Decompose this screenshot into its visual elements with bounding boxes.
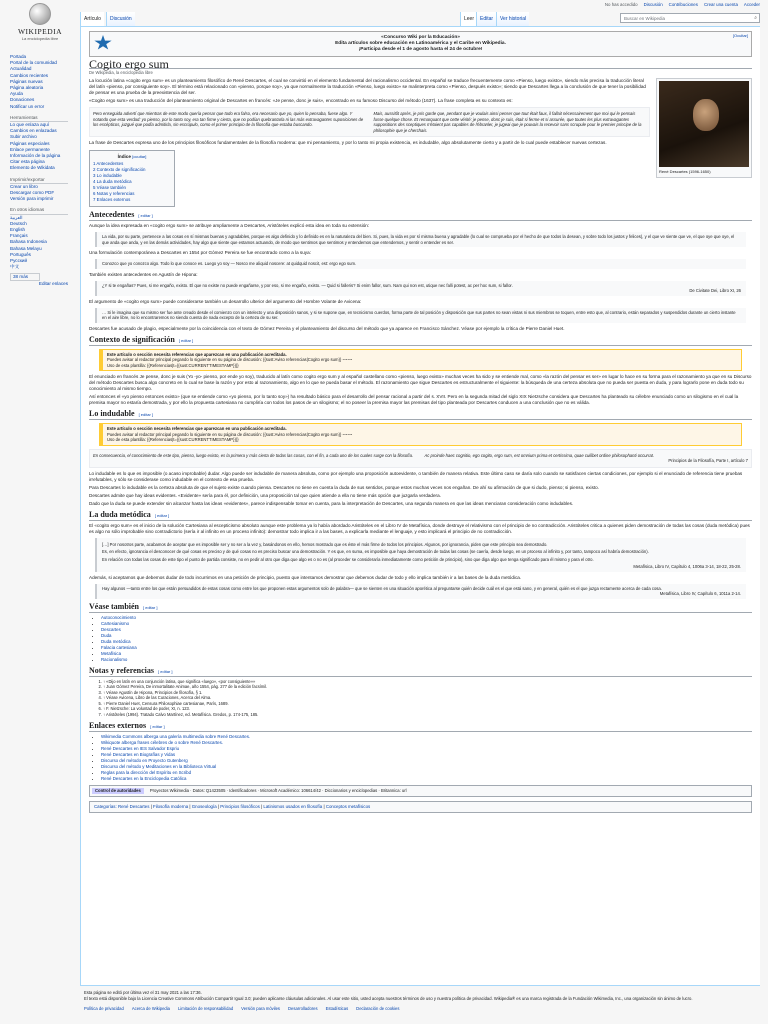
footer-link[interactable]: Desarrolladores — [288, 1006, 318, 1011]
see-also-link[interactable]: Descartes — [101, 626, 121, 632]
paragraph: Además, si aceptamos que debemos dudar de todo incurrimos en una petición de principio, puesto que intentamos demostrar que debemos dudar de todo y ello implica también ir a las bases de la duda metódica. — [89, 574, 522, 580]
language-link[interactable]: 中文 — [10, 264, 20, 270]
language-link[interactable]: Português — [10, 251, 31, 257]
sidebar-item[interactable]: Páginas especiales — [10, 140, 50, 146]
paragraph: También existen antecedentes en Agustín de Hipona: — [89, 271, 198, 277]
footer-link[interactable]: Acerca de Wikipedia — [131, 1006, 170, 1011]
section-heading — [89, 411, 752, 420]
globe-icon — [29, 3, 51, 25]
edit-section-link[interactable]: [ editar ] — [154, 512, 170, 518]
sidebar-item[interactable]: Actualidad — [10, 66, 32, 72]
paragraph: Lo indudable es lo que es imposible (o acaso improbable) dudar. Algo puede ser indudable de manera absoluta, como por ejemplo una proposición autoevidente, o también de manera relativa. Este último caso se daría solo cuando se satisfacen ciertas condiciones, por ejemplo si el enunciado de referencia tiene pruebas irrefutables, y sólo se considerase como indudable en el contexto de esa prueba. — [89, 470, 743, 482]
quote-citation: Metafísica, Libro IV, Capítulo 4, 1006a 3-14, 18-22, 25-28. — [633, 564, 741, 569]
edit-section-link[interactable]: [ editar ] — [150, 723, 165, 729]
language-link[interactable]: Français — [10, 233, 28, 239]
logo-tagline: La enciclopedia libre — [21, 36, 59, 41]
reference-item: 1. ↑ «Dijo en latín en una conjunción latina, que significa «luego», «por consiguiente»» — [103, 679, 752, 685]
sidebar-languages — [10, 215, 80, 287]
sidebar-item[interactable]: Portada — [10, 54, 27, 59]
section-title: La duda metódica — [89, 509, 151, 519]
footer-link[interactable]: Declaración de cookies — [356, 1006, 400, 1011]
reference-item: 4. ↑ Véase Avicena, Libro de las Curaciones, Acerca del Alma. — [103, 695, 752, 701]
quote-text: En relación con todas las cosas de este tipo el punto de partida consiste, no en pedir al otro que diga que algo es o no es (al proceder se consideraría inmediatamente como petición de principio), sino que diga algo que tenga significado para él mismo y para el otro. — [102, 556, 594, 562]
toc-item[interactable]: 5 Véase también — [93, 185, 126, 190]
edit-links-link[interactable]: Editar enlaces — [38, 280, 68, 286]
blockquote — [95, 281, 746, 296]
paragraph: El «cogito ergo sum» es el inicio de la solución Cartesiana al escepticismo absoluto aunque este problema ya lo había abordado Aristóteles en el Libro IV de Metafísica, donde destruye el relativismo con el principio de no contradicción. Aristóteles critica a quienes piden demostración de todas las cosas (duda metódica) pues es algo no sólo improbable sino contradictorio (sería ir al infinito en un proceso infinito): demostrar todo implica ir a las bases, a explicarla mediante el lenguaje, y esto implicará el principio de no contradicción. — [89, 522, 750, 534]
edit-section-link[interactable]: [ editar ] — [178, 337, 194, 343]
section-title: Antecedentes — [89, 210, 135, 219]
external-link[interactable]: Discurso del método en Proyecto Gutenberg — [101, 757, 188, 763]
table-of-contents — [89, 150, 175, 207]
see-also-link[interactable]: Falacia cartesiana — [101, 644, 137, 650]
toc-item[interactable]: 4 La duda metódica — [93, 179, 132, 184]
section-title: Véase también — [89, 601, 139, 611]
see-also-link[interactable]: Duda — [101, 632, 112, 638]
tab-article[interactable]: Artículo — [80, 12, 104, 26]
quote-text: Ac proinde haec cognitio, ego cogito, ergo sum, est omnium prima et certissima, quae cuilibet ordine philosophanti occurrat. — [424, 452, 655, 458]
blockquote: Conozco que yo conozco algo. Todo lo que conoce es. Luego yo soy — Nosco me aliquid noscere: at quidquid noscit, est: ergo ego sum. — [95, 259, 746, 269]
paragraph: Así entonces el «yo pienso entonces existo» (que se entiende como «yo pienso, por lo tanto soy») ha resultado básico para el desarrollo del pensar racional a partir del s. XVII. Pero en la segunda mitad del siglo XIX Nietzsche considera que Descartes ha planteado su célebre enunciado como un silogismo en el cual la premisa mayor no estaría demostrada, y por ello la propuesta cartesiana no cumpliría con todos los pasos de un silogismo; el no poseer la premisa mayor las premisas del tipo planteada por Descartes conducen a una conclusión que no es válida. — [89, 394, 739, 405]
sidebar-tools — [10, 122, 80, 172]
paragraph: El argumento de «cogito ergo sum» puede considerarse también un desarrollo ulterior del argumento del Hombre Volante de Avicena: — [89, 298, 362, 304]
see-also-link[interactable]: Autoconocimiento — [101, 614, 136, 620]
sidebar-item[interactable]: Elemento de Wikidata — [10, 165, 55, 171]
external-link[interactable]: Wikiquote alberga frases célebres de o sobre René Descartes. — [101, 739, 224, 745]
authority-text[interactable]: Proyectos Wikimedia · Datos: Q1423505 · Identificadores · Microsoft Académico: 106614/42 · Diccionarios y enciclopedias · Britannica: url — [149, 787, 407, 793]
language-link[interactable]: Bahasa Indonesia — [10, 239, 47, 245]
section-heading — [89, 212, 752, 221]
blockquote — [95, 538, 746, 572]
see-also-link[interactable]: Racionalismo — [101, 656, 128, 662]
tab-history[interactable]: Ver historial — [496, 12, 529, 26]
notice-usage: Uso de esta plantilla: {{Referencias|t={{sust:CURRENTTIMESTAMP}}}} — [107, 362, 239, 368]
quote-citation: Metafísica, Libro IV, Capítulo 6, 1011a 2-14. — [659, 591, 741, 596]
categories-label[interactable]: Categorías: — [94, 803, 117, 809]
sidebar-item[interactable]: Portal de la comunidad — [10, 60, 57, 66]
paragraph: Para Descartes lo indudable es la certeza absoluta de que el sujeto existe cuando piensa. Descartes no tiene en cuenta la duda de sus sentidos, porque estos muchas veces nos engañan. De ahí su afirmación de que si dudo, pienso; si pienso, existo. — [89, 484, 599, 490]
toc-title: Índice — [117, 154, 131, 159]
section-title: Enlaces externos — [89, 720, 147, 730]
sidebar-item[interactable]: Notificar un error — [10, 103, 45, 109]
more-languages-button[interactable]: 38 más — [10, 273, 40, 281]
reference-item: 5. ↑ Pierre Daniel Huet, Censura Philosophiae cartesianae, París, 1689. — [103, 701, 752, 707]
tab-discussion[interactable]: Discusión — [106, 12, 135, 26]
toc-item[interactable]: 7 Enlaces externos — [93, 197, 131, 202]
tab-edit[interactable]: Editar — [476, 12, 496, 26]
not-logged-in-status: No has accedido — [604, 2, 638, 7]
category-links: Categorías: René Descartes | Filosofía moderna | Gnoseología | Principios filosóficos | Latinismos usados en filosofía | Conceptos metafísicos — [89, 801, 752, 813]
search-placeholder: Buscar en Wikipedia — [624, 16, 666, 21]
footer-links — [84, 1006, 754, 1012]
footer-link[interactable]: Limitación de responsabilidad — [177, 1006, 234, 1011]
external-link[interactable]: René Descartes en la Enciclopedia Católica — [101, 775, 187, 781]
footer-link[interactable]: Política de privacidad — [84, 1006, 124, 1011]
language-link[interactable]: العربية — [10, 214, 23, 220]
license-text: El texto está disponible bajo la Licencia Creative Commons Atribución Compartir Igual 3.0; pueden aplicarse cláusulas adicionales. Al usar este sitio, usted acepta nuestros términos de uso y nuestra política de privacidad. Wikipedia® es una marca registrada de la Fundación Wikimedia, Inc., una organización sin ánimo de lucro. — [84, 996, 693, 1001]
notice-text: Puedes avisar al redactor principal pegando lo siguiente en su página de discusión: {{sust:Aviso referencias|Cogito ergo sum}} ~~~~ — [107, 431, 353, 437]
talk-link[interactable]: Discusión — [643, 2, 663, 7]
external-link[interactable]: Reglas para la dirección del Espíritu en Scribd — [101, 769, 192, 775]
section-title: Notas y referencias — [89, 665, 155, 675]
see-also-list — [101, 615, 752, 663]
footer-link[interactable]: Versión para móviles — [241, 1006, 281, 1011]
portrait-thumbnail[interactable] — [656, 78, 752, 178]
banner-dates: ¡Participa desde el 1 de agosto hasta el 24 de octubre! — [358, 47, 483, 52]
sidebar-item[interactable]: Crear un libro — [10, 183, 38, 189]
login-link[interactable]: Acceder — [743, 2, 760, 7]
search-input[interactable] — [620, 13, 760, 23]
edit-section-link[interactable]: [ editar ] — [138, 412, 154, 417]
citation-needed-notice — [99, 349, 742, 372]
authority-control — [89, 785, 752, 797]
sidebar-item[interactable]: Donaciones — [10, 97, 35, 103]
blockquote — [95, 584, 746, 599]
quote-text: Hay algunos —tanto entre los que están persuadidos de estas cosas como entre los que proponen estas argumentos solo de palabra— que se sienten en una situación aporética al preguntarse quién decide cuál es el que está sano, y en general, quién es el que juzga rectamente acerca de cada cosa. — [102, 585, 662, 591]
create-account-link[interactable]: Crear una cuenta — [703, 2, 738, 7]
citation-needed-notice — [99, 423, 742, 446]
edit-section-link[interactable]: [ editar ] — [158, 668, 173, 674]
sidebar-main-nav — [10, 54, 80, 110]
main-content — [80, 26, 760, 986]
sidebar-heading-languages: En otros idiomas — [10, 207, 68, 214]
search-icon[interactable]: ⌕ — [754, 15, 757, 21]
sidebar-item[interactable]: Enlace permanente — [10, 146, 50, 152]
sidebar-item[interactable]: Cambios recientes — [10, 72, 49, 78]
see-also-link[interactable]: Metafísica — [101, 650, 122, 656]
hide-banner-button[interactable]: [Ocultar] — [732, 33, 748, 38]
quote-text: Es, en efecto, ignorancia el desconocer de qué cosas es preciso y de qué cosas no es preciso buscar una demostración. Y es que, en suma, es imposible que haya demostración de todas las cosas (se caería, desde luego, en un proceso al infinito y, por tanto, tampoco así habría demostración). — [102, 549, 649, 554]
sidebar-item[interactable]: Versión para imprimir — [10, 196, 54, 202]
site-notice-banner — [89, 31, 752, 57]
toc-item[interactable]: 3 Lo indudable — [93, 173, 122, 178]
category-link[interactable]: René Descartes — [117, 803, 150, 809]
sidebar-item[interactable]: Información de la página — [10, 153, 61, 159]
section-heading — [89, 509, 752, 521]
language-link[interactable]: Bahasa Melayu — [10, 245, 42, 251]
notice-title: Este artículo o sección necesita referencias que aparezcan en una publicación acreditada. — [107, 426, 287, 431]
toc-toggle[interactable]: [ocultar] — [132, 154, 147, 159]
sidebar-item[interactable]: Páginas nuevas — [10, 78, 43, 84]
tab-read[interactable]: Leer — [460, 12, 477, 26]
paragraph: El enunciado en francés Je pense, donc je suis (Yo -yo- pienso, por ende yo soy), traducido al latín como cogito ergo sum y al español castellano como «pienso, luego existo» muchas veces ha sido y se entiende mal, como «la razón del pensar es ser» en lugar lo hace en su forma para el razonamiento ya que en su Discurso del método Descartes busca algo concreto en lo cual se base la razón y por esto al razonamiento, algo en lo que se pueda basar el método. El razonamiento que sigue Descartes es estructuralmente el siguiente: la búsqueda de una certeza absoluta que no pueda ser puesta en duda, y para lograrlo pone en duda todo su conocimiento al mismo tiempo. — [89, 374, 752, 391]
lead-paragraph: La frase de Descartes expresa uno de los principios filosóficos fundamentales de la filosofía moderna: que mi pensamiento, y por lo tanto mi propia existencia, es indudable, algo absolutamente cierto y a partir de lo cual puede establecer nuevas certezas. — [89, 140, 607, 145]
paragraph: Descartes admite que hay ideas evidentes. «Evidente» sería para él, por definición, una proposición tal que quien atiende a ella no tiene más opción que juzgarla verdadera. — [89, 492, 441, 498]
see-also-link[interactable]: Cartesianismo — [101, 620, 130, 626]
footer-link[interactable]: Estadísticas — [325, 1006, 349, 1011]
section-heading — [89, 720, 752, 732]
image-caption: René Descartes (1596-1650) — [659, 169, 711, 174]
edit-section-link[interactable]: [ editar ] — [138, 213, 153, 218]
notice-text: Puedes avisar al redactor principal pegando lo siguiente en su página de discusión: {{sust:Aviso referencias|Cogito ergo sum}} ~~~~ — [107, 357, 353, 362]
banner-title: «Concurso Wiki por la Educación» — [381, 35, 460, 40]
edit-section-link[interactable]: [ editar ] — [143, 604, 158, 610]
sidebar-item[interactable]: Lo que enlaza aquí — [10, 122, 50, 128]
bilingual-quote — [89, 449, 752, 468]
quote-spanish: Pero enseguida advertí que mientras de este modo quería pensar que todo era falso, era necesario que yo, quien lo pensaba, fuese algo. Y notando que esta verdad: yo pienso, por lo tanto soy, era tan firme y cierta, que no podían quebrantarla ni las más extravagantes suposiciones de los escépticos, juzgué que podía admitirla, sin escrúpulo, como el primer principio de la filosofía que estaba buscando. — [93, 111, 364, 127]
reference-item: 6. ↑ F. Nietzsche: La voluntad de poder, XI, n. 123. — [103, 706, 752, 712]
contributions-link[interactable]: Contribuciones — [668, 2, 698, 7]
category-link[interactable]: Principios filosóficos — [220, 803, 260, 809]
personal-tools — [605, 2, 760, 7]
toc-item[interactable]: 6 Notas y referencias — [93, 191, 135, 196]
last-edited-text: Esta página se editó por última vez el 31 may 2021 a las 17:36. — [84, 990, 202, 995]
notice-usage: Uso de esta plantilla: {{Referencias|t={{sust:CURRENTTIMESTAMP}}}} — [107, 437, 239, 442]
quote-text: ¿Y si te engañas? Pues, si me engaño, existo. El que no existe no puede engañarse, y por eso, si me engaño, existo. — Quid si falleris? Si enim fallor, sum. Nam qui non est, utique nec falli potest, ac per hoc sum, si fallor. — [102, 282, 513, 288]
banner-text: Edita artículos sobre educación en Latinoamérica y el Caribe en Wikipedia. — [335, 41, 506, 46]
language-link[interactable]: English — [10, 227, 26, 233]
section-heading — [89, 601, 752, 613]
category-link[interactable]: Filosofía moderna — [153, 803, 189, 809]
sidebar-heading-tools: Herramientas — [10, 115, 68, 122]
external-link[interactable]: René Descartes en IES Salvador Espriu — [101, 745, 180, 751]
authority-label: Control de autoridades — [92, 788, 144, 794]
sidebar — [0, 50, 80, 287]
paragraph: Dado que la duda se puede extender sin alcanzar hasta las ideas «evidentes», parece indispensable tomar en cuenta, para la interpretación de Descartes, una segunda manera en que las ideas menciaran consideración como indudables. — [89, 500, 574, 506]
reference-item: 7. ↑ Aristóteles (1994). Tratado Calvo Martínez, ed. Metafísica. Gredos, p. 174-175, 185. — [103, 712, 752, 718]
section-heading — [89, 334, 752, 346]
quote-citation: Principios de la Filosofía, Parte I, artículo 7 — [668, 458, 748, 463]
references-list — [103, 679, 752, 718]
quote-french: Mais, aussitôt après, je pris garde que, pendant que je voulais ainsi penser que tout était faux, il fallait nécessairement que moi qui le pensais fusse quelque chose. Et remarquant que cette vérité: je pense, donc je suis, était si ferme et si assurée, que toutes les plus extravagantes suppositions des sceptiques n'étaient pas capables de l'ébranler, je jugeai que je pouvais la recevoir sans scrupule pour le premier principe de la philosophie que je cherchais. — [373, 111, 642, 133]
category-link[interactable]: Gnoseología — [191, 803, 217, 809]
section-title: Lo indudable — [89, 409, 135, 418]
quote-text: […] Por nosotros parte, acabamos de aceptar que es imposible ser y no ser a la vez y, basándonos en ello, hemos mostrado que es éste el más firme de todos los principios. Algunos, por ignorancia, piden que este principio sea demostrado. — [102, 541, 548, 547]
sidebar-item[interactable]: Subir archivo — [10, 134, 37, 140]
section-title: Contexto de significación — [89, 334, 175, 344]
page-subtitle: De Wikipedia, la enciclopedia libre — [89, 70, 153, 75]
see-also-link[interactable]: Duda metódica — [101, 638, 131, 644]
category-link[interactable]: Latinismos usados en filosofía — [263, 803, 323, 809]
blockquote: La vida, por su parte, pertenece a las cosas en sí mismas buenas y agradables, porque es algo definido y lo definido es en la naturaleza del bien. Si, pues, la vida es por sí misma buena y agradable (lo cual se comprueba por el hecho de que todos la desean, y sobre todo los justos y felices), y el que ve siente que ve, el que oye que oye, el que anda que anda, y en las demás actividades, hay algo que siente que estamos actuando, de modo que sentimos que sentimos y entendemos que entendemos, y sentir o entender es ser. — [95, 232, 746, 247]
logo-wordmark: WIKIPEDIA — [17, 27, 63, 36]
external-link[interactable]: Wikimedia Commons alberga una galería multimedia sobre René Descartes. — [101, 733, 251, 739]
category-link[interactable]: Conceptos metafísicos — [325, 803, 371, 809]
sidebar-item[interactable]: Página aleatoria — [10, 85, 44, 91]
reference-item: 2. ↑ Juan Gómez Pereira, De inmortalitate Animae, año 1554, pág. 277 de la edición facsímil. — [103, 684, 752, 690]
lead-paragraph: «Cogito ergo sum» es una traducción del planteamiento original de Descartes en francés: «Je pense, donc je suis», encontrado en su famoso Discurso del método (1637). La frase completa es su contexto es: — [89, 98, 513, 103]
paragraph: Aunque la idea expresada en «cogito ergo sum» se atribuye ampliamente a Descartes, Aristóteles explicó esta idea en toda su extensión: — [89, 223, 370, 228]
page-title: Cogito ergo sum — [89, 61, 752, 69]
paragraph: Una formulación contemporánea a Descartes en 1554 por Gómez Pereira se fue encontrado como a la suya: — [89, 250, 311, 255]
blockquote: … Si le imagina que su mismo ser fue ante creado desde el comienzo con un intelecto y una disposición sanos, y si se supone que, en tecnicismo cuerdos, forma parte de tal posición y disposición que sus partes no sean vistas ni sus miembros se toquen, entre esto que, al contrario, están separados y suspendidos durante un cierto instante en el aire libre, no lo encontraremos no siendo cuenta de nada excepto de la certeza de su ser. — [95, 308, 746, 323]
sidebar-print — [10, 184, 80, 203]
external-link[interactable]: René Descartes en Biografías y Vidas — [101, 751, 176, 757]
sidebar-item[interactable]: Citar esta página — [10, 159, 45, 165]
sidebar-item[interactable]: Ayuda — [10, 91, 23, 97]
section-heading — [89, 665, 752, 677]
language-link[interactable]: Русский — [10, 258, 28, 264]
reference-item: 3. ↑ Véase Agustín de Hipona, Principios de filosofía, § 1. — [103, 690, 752, 696]
notice-title: Este artículo o sección necesita referencias que aparezcan en una publicación acreditada. — [107, 351, 287, 357]
quote-spanish: En consecuencia, el conocimiento de este tipo, pienso, luego existo, es la primera y más cierta de todas las cosas, con el fin, a cada uno de los cuales surge con la filosofía. — [93, 452, 414, 458]
descartes-portrait-image[interactable] — [659, 81, 749, 167]
toc-item[interactable]: 1 Antecedentes — [93, 161, 124, 166]
paragraph: Descartes fue acusado de plagio, especialmente por la coincidencia con el texto de Gómez Pereira y el planteamiento del discurso del método que ya aparece en Francisco Sánchez. Véase por ejemplo la crítica de Pierre Daniel Huet. — [89, 325, 565, 331]
toc-item[interactable]: 2 Contexto de significación — [93, 167, 146, 172]
lead-paragraph: La locución latina «cogito ergo sum» es un planteamiento filosófico de René Descartes, el cual se convirtió en el elemento fundamental del racionalismo occidental. En español se traduce frecuentemente como «Pienso, luego existo», siendo más precisa la traducción literal del latín «pienso, por consiguiente soy». El término está relacionado con «pienso, porque soy», ya que normalmente la traducción «Pienso, luego existo» se malinterpreta como «Pienso, después existo»; siendo que Descartes llega a la conclusión de que tener la posibilidad de pensar es una prueba de la preexistencia del ser. — [89, 78, 646, 95]
bilingual-quote — [89, 107, 650, 137]
sidebar-heading-print: Imprimir/exportar — [10, 177, 68, 184]
quote-citation: De Civitate Dei, Libro XI, 26 — [689, 288, 741, 293]
sidebar-item[interactable]: Descargar como PDF — [10, 190, 55, 196]
external-links-list — [101, 734, 752, 782]
page-footer — [84, 990, 754, 1012]
quote-latin — [425, 453, 749, 464]
language-link[interactable]: Deutsch — [10, 220, 27, 226]
sidebar-item[interactable]: Cambios en enlazadas — [10, 128, 57, 134]
wikipedia-logo[interactable] — [0, 0, 80, 46]
external-link[interactable]: Discurso del método y Meditaciones en la Biblioteca Virtual — [101, 763, 217, 769]
